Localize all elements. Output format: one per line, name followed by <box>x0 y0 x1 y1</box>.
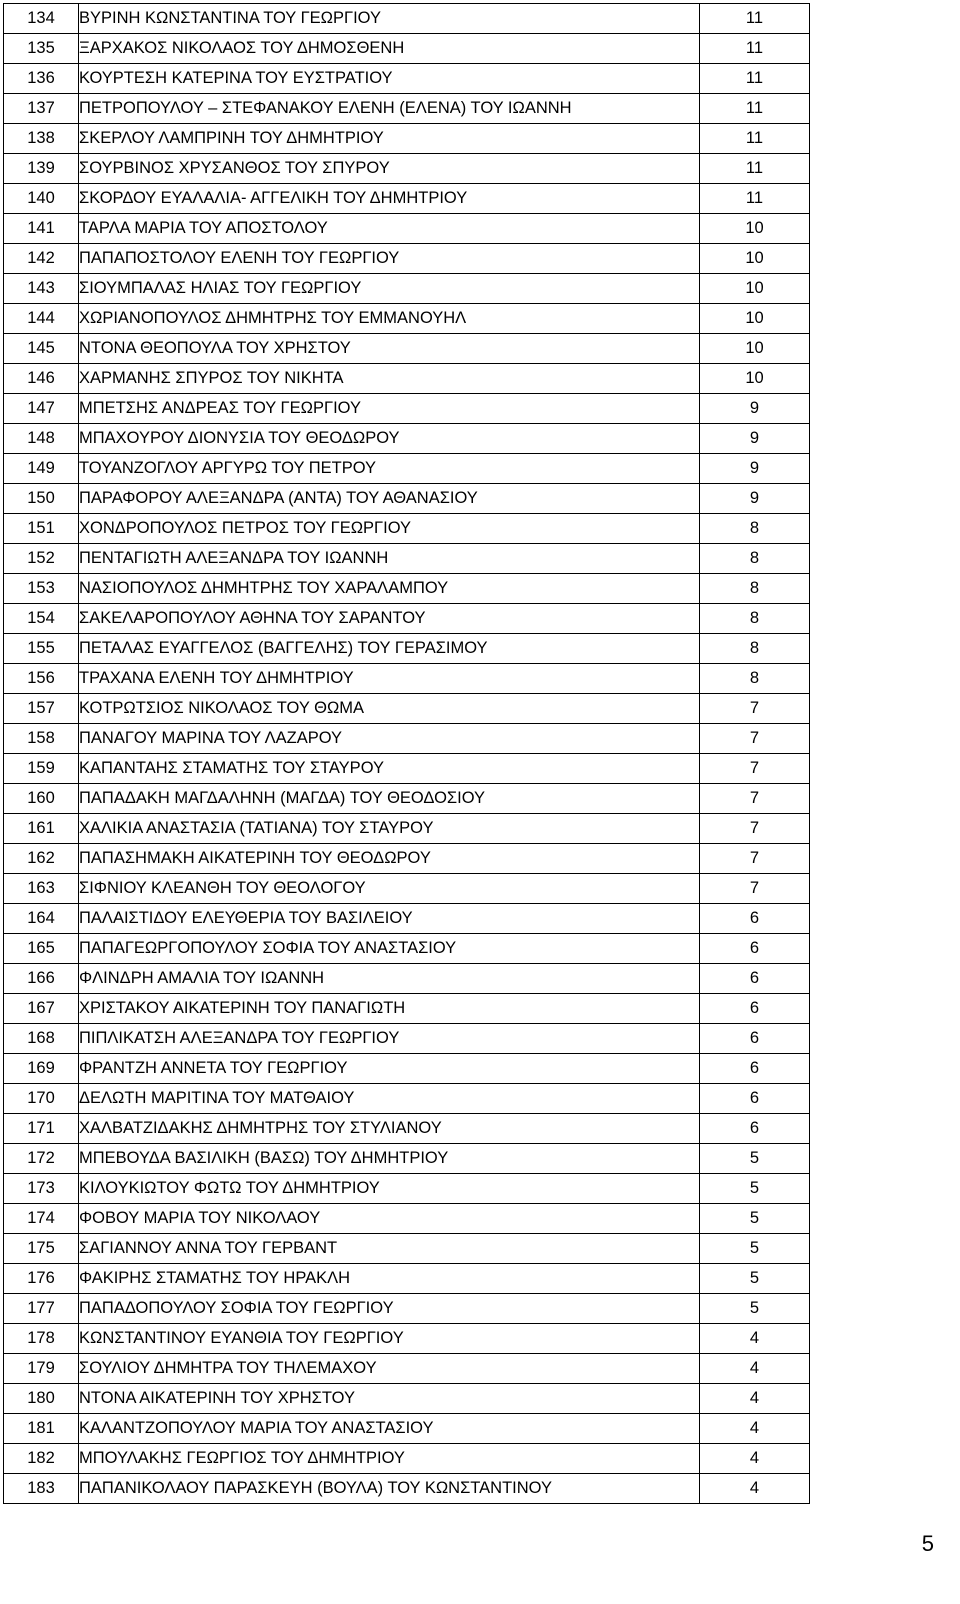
table-row <box>4 364 810 394</box>
row-name: ΠΑΠΑΔΟΠΟΥΛΟΥ ΣΟΦΙΑ ΤΟΥ ΓΕΩΡΓΙΟΥ <box>79 1294 700 1324</box>
row-name: ΣΚΟΡΔΟΥ ΕΥΑΛΑΛΙΑ- ΑΓΓΕΛΙΚΗ ΤΟΥ ΔΗΜΗΤΡΙΟΥ <box>79 184 700 214</box>
table-row <box>4 34 810 64</box>
row-name: ΧΩΡΙΑΝΟΠΟΥΛΟΣ ΔΗΜΗΤΡΗΣ ΤΟΥ ΕΜΜΑΝΟΥΗΛ <box>79 304 700 334</box>
table-row <box>4 154 810 184</box>
row-name: ΤΟΥΑΝΖΟΓΛΟΥ ΑΡΓΥΡΩ ΤΟΥ ΠΕΤΡΟΥ <box>79 454 700 484</box>
table-row <box>4 754 810 784</box>
row-name: ΠΑΛΑΙΣΤΙΔΟΥ ΕΛΕΥΘΕΡΙΑ ΤΟΥ ΒΑΣΙΛΕΙΟΥ <box>79 904 700 934</box>
row-name: ΣΑΚΕΛΑΡΟΠΟΥΛΟΥ ΑΘΗΝΑ ΤΟΥ ΣΑΡΑΝΤΟΥ <box>79 604 700 634</box>
row-score: 10 <box>700 334 810 364</box>
row-number: 180 <box>4 1384 79 1414</box>
row-number: 154 <box>4 604 79 634</box>
row-number: 182 <box>4 1444 79 1474</box>
row-score: 11 <box>700 94 810 124</box>
row-score: 11 <box>700 4 810 34</box>
row-number: 174 <box>4 1204 79 1234</box>
table-row <box>4 1114 810 1144</box>
row-name: ΧΡΙΣΤΑΚΟΥ ΑΙΚΑΤΕΡΙΝΗ ΤΟΥ ΠΑΝΑΓΙΩΤΗ <box>79 994 700 1024</box>
row-name: ΒΥΡΙΝΗ ΚΩΝΣΤΑΝΤΙΝΑ ΤΟΥ ΓΕΩΡΓΙΟΥ <box>79 4 700 34</box>
row-name: ΠΙΠΛΙΚΑΤΣΗ ΑΛΕΞΑΝΔΡΑ ΤΟΥ ΓΕΩΡΓΙΟΥ <box>79 1024 700 1054</box>
row-number: 179 <box>4 1354 79 1384</box>
row-score: 9 <box>700 424 810 454</box>
row-score: 8 <box>700 634 810 664</box>
row-number: 153 <box>4 574 79 604</box>
row-number: 136 <box>4 64 79 94</box>
table-row <box>4 1054 810 1084</box>
row-number: 161 <box>4 814 79 844</box>
table-row <box>4 304 810 334</box>
row-score: 8 <box>700 604 810 634</box>
row-score: 4 <box>700 1414 810 1444</box>
row-number: 145 <box>4 334 79 364</box>
row-score: 8 <box>700 514 810 544</box>
table-row <box>4 724 810 754</box>
table-row <box>4 1324 810 1354</box>
results-table <box>3 3 810 1504</box>
row-name: ΠΕΤΑΛΑΣ ΕΥΑΓΓΕΛΟΣ (ΒΑΓΓΕΛΗΣ) ΤΟΥ ΓΕΡΑΣΙΜΟΥ <box>79 634 700 664</box>
row-score: 8 <box>700 664 810 694</box>
table-row <box>4 994 810 1024</box>
table-row <box>4 964 810 994</box>
table-row <box>4 904 810 934</box>
table-row <box>4 424 810 454</box>
table-row <box>4 574 810 604</box>
row-score: 7 <box>700 784 810 814</box>
row-name: ΠΑΝΑΓΟΥ ΜΑΡΙΝΑ ΤΟΥ ΛΑΖΑΡΟΥ <box>79 724 700 754</box>
row-score: 8 <box>700 544 810 574</box>
row-number: 157 <box>4 694 79 724</box>
row-name: ΤΑΡΛΑ ΜΑΡΙΑ ΤΟΥ ΑΠΟΣΤΟΛΟΥ <box>79 214 700 244</box>
row-number: 160 <box>4 784 79 814</box>
row-number: 158 <box>4 724 79 754</box>
table-row <box>4 784 810 814</box>
row-score: 5 <box>700 1264 810 1294</box>
table-row <box>4 184 810 214</box>
row-score: 10 <box>700 364 810 394</box>
row-score: 7 <box>700 874 810 904</box>
table-row <box>4 1294 810 1324</box>
row-score: 11 <box>700 154 810 184</box>
table-row <box>4 664 810 694</box>
row-score: 5 <box>700 1204 810 1234</box>
row-number: 156 <box>4 664 79 694</box>
row-score: 4 <box>700 1354 810 1384</box>
row-number: 177 <box>4 1294 79 1324</box>
row-number: 168 <box>4 1024 79 1054</box>
row-name: ΠΑΠΑΔΑΚΗ ΜΑΓΔΑΛΗΝΗ (ΜΑΓΔΑ) ΤΟΥ ΘΕΟΔΟΣΙΟΥ <box>79 784 700 814</box>
row-name: ΣΙΟΥΜΠΑΛΑΣ ΗΛΙΑΣ ΤΟΥ ΓΕΩΡΓΙΟΥ <box>79 274 700 304</box>
row-number: 175 <box>4 1234 79 1264</box>
table-row <box>4 1384 810 1414</box>
table-row <box>4 1204 810 1234</box>
row-name: ΤΡΑΧΑΝΑ ΕΛΕΝΗ ΤΟΥ ΔΗΜΗΤΡΙΟΥ <box>79 664 700 694</box>
row-number: 146 <box>4 364 79 394</box>
row-number: 167 <box>4 994 79 1024</box>
row-name: ΚΑΠΑΝΤΑΗΣ ΣΤΑΜΑΤΗΣ ΤΟΥ ΣΤΑΥΡΟΥ <box>79 754 700 784</box>
row-name: ΞΑΡΧΑΚΟΣ ΝΙΚΟΛΑΟΣ ΤΟΥ ΔΗΜΟΣΘΕΝΗ <box>79 34 700 64</box>
row-score: 11 <box>700 124 810 154</box>
row-name: ΣΑΓΙΑΝΝΟΥ ΑΝΝΑ ΤΟΥ ΓΕΡΒΑΝΤ <box>79 1234 700 1264</box>
row-name: ΠΑΠΑΓΕΩΡΓΟΠΟΥΛΟΥ ΣΟΦΙΑ ΤΟΥ ΑΝΑΣΤΑΣΙΟΥ <box>79 934 700 964</box>
table-row <box>4 844 810 874</box>
row-number: 178 <box>4 1324 79 1354</box>
row-score: 7 <box>700 754 810 784</box>
row-name: ΝΑΣΙΟΠΟΥΛΟΣ ΔΗΜΗΤΡΗΣ ΤΟΥ ΧΑΡΑΛΑΜΠΟΥ <box>79 574 700 604</box>
row-score: 9 <box>700 484 810 514</box>
row-score: 5 <box>700 1144 810 1174</box>
row-number: 148 <box>4 424 79 454</box>
table-row <box>4 334 810 364</box>
row-name: ΧΑΛΙΚΙΑ ΑΝΑΣΤΑΣΙΑ (ΤΑΤΙΑΝΑ) ΤΟΥ ΣΤΑΥΡΟΥ <box>79 814 700 844</box>
table-row <box>4 1414 810 1444</box>
row-score: 9 <box>700 454 810 484</box>
row-name: ΠΑΡΑΦΟΡΟΥ ΑΛΕΞΑΝΔΡΑ (ΑΝΤΑ) ΤΟΥ ΑΘΑΝΑΣΙΟΥ <box>79 484 700 514</box>
row-number: 181 <box>4 1414 79 1444</box>
table-row <box>4 874 810 904</box>
row-name: ΧΟΝΔΡΟΠΟΥΛΟΣ ΠΕΤΡΟΣ ΤΟΥ ΓΕΩΡΓΙΟΥ <box>79 514 700 544</box>
row-number: 170 <box>4 1084 79 1114</box>
row-number: 169 <box>4 1054 79 1084</box>
table-row <box>4 1444 810 1474</box>
table-row <box>4 544 810 574</box>
row-name: ΚΟΥΡΤΕΣΗ ΚΑΤΕΡΙΝΑ ΤΟΥ ΕΥΣΤΡΑΤΙΟΥ <box>79 64 700 94</box>
row-name: ΣΟΥΛΙΟΥ ΔΗΜΗΤΡΑ ΤΟΥ ΤΗΛΕΜΑΧΟΥ <box>79 1354 700 1384</box>
row-score: 5 <box>700 1294 810 1324</box>
table-row <box>4 1144 810 1174</box>
row-name: ΜΠΟΥΛΑΚΗΣ ΓΕΩΡΓΙΟΣ ΤΟΥ ΔΗΜΗΤΡΙΟΥ <box>79 1444 700 1474</box>
row-number: 141 <box>4 214 79 244</box>
row-score: 4 <box>700 1444 810 1474</box>
row-name: ΦΟΒΟΥ ΜΑΡΙΑ ΤΟΥ ΝΙΚΟΛΑΟΥ <box>79 1204 700 1234</box>
row-score: 11 <box>700 64 810 94</box>
row-name: ΠΕΤΡΟΠΟΥΛΟΥ – ΣΤΕΦΑΝΑΚΟΥ ΕΛΕΝΗ (ΕΛΕΝΑ) ΤΟΥ ΙΩΑΝΝΗ <box>79 94 700 124</box>
row-number: 134 <box>4 4 79 34</box>
row-number: 166 <box>4 964 79 994</box>
row-name: ΔΕΛΩΤΗ ΜΑΡΙΤΙΝΑ ΤΟΥ ΜΑΤΘΑΙΟΥ <box>79 1084 700 1114</box>
row-name: ΣΚΕΡΛΟΥ ΛΑΜΠΡΙΝΗ ΤΟΥ ΔΗΜΗΤΡΙΟΥ <box>79 124 700 154</box>
table-row <box>4 454 810 484</box>
table-row <box>4 1234 810 1264</box>
row-number: 162 <box>4 844 79 874</box>
row-score: 10 <box>700 244 810 274</box>
row-score: 7 <box>700 814 810 844</box>
row-score: 6 <box>700 1114 810 1144</box>
row-score: 6 <box>700 964 810 994</box>
row-score: 7 <box>700 694 810 724</box>
row-score: 10 <box>700 214 810 244</box>
row-name: ΝΤΟΝΑ ΑΙΚΑΤΕΡΙΝΗ ΤΟΥ ΧΡΗΣΤΟΥ <box>79 1384 700 1414</box>
row-name: ΣΙΦΝΙΟΥ ΚΛΕΑΝΘΗ ΤΟΥ ΘΕΟΛΟΓΟΥ <box>79 874 700 904</box>
table-row <box>4 244 810 274</box>
row-name: ΦΑΚΙΡΗΣ ΣΤΑΜΑΤΗΣ ΤΟΥ ΗΡΑΚΛΗ <box>79 1264 700 1294</box>
row-name: ΧΑΛΒΑΤΖΙΔΑΚΗΣ ΔΗΜΗΤΡΗΣ ΤΟΥ ΣΤΥΛΙΑΝΟΥ <box>79 1114 700 1144</box>
row-name: ΚΑΛΑΝΤΖΟΠΟΥΛΟΥ ΜΑΡΙΑ ΤΟΥ ΑΝΑΣΤΑΣΙΟΥ <box>79 1414 700 1444</box>
row-score: 6 <box>700 994 810 1024</box>
row-name: ΠΑΠΑΝΙΚΟΛΑΟΥ ΠΑΡΑΣΚΕΥΗ (ΒΟΥΛΑ) ΤΟΥ ΚΩΝΣΤΑΝΤΙΝΟΥ <box>79 1474 700 1504</box>
table-row <box>4 1174 810 1204</box>
row-number: 143 <box>4 274 79 304</box>
row-number: 172 <box>4 1144 79 1174</box>
results-table-body <box>4 4 810 1504</box>
table-row <box>4 214 810 244</box>
table-row <box>4 274 810 304</box>
row-name: ΜΠΑΧΟΥΡΟΥ ΔΙΟΝΥΣΙΑ ΤΟΥ ΘΕΟΔΩΡΟΥ <box>79 424 700 454</box>
row-score: 5 <box>700 1174 810 1204</box>
row-score: 8 <box>700 574 810 604</box>
table-row <box>4 94 810 124</box>
table-row <box>4 1474 810 1504</box>
row-name: ΠΕΝΤΑΓΙΩΤΗ ΑΛΕΞΑΝΔΡΑ ΤΟΥ ΙΩΑΝΝΗ <box>79 544 700 574</box>
row-name: ΦΡΑΝΤΖΗ ΑΝΝΕΤΑ ΤΟΥ ΓΕΩΡΓΙΟΥ <box>79 1054 700 1084</box>
row-number: 152 <box>4 544 79 574</box>
table-row <box>4 694 810 724</box>
row-score: 6 <box>700 1054 810 1084</box>
table-row <box>4 394 810 424</box>
table-row <box>4 934 810 964</box>
row-number: 163 <box>4 874 79 904</box>
row-name: ΝΤΟΝΑ ΘΕΟΠΟΥΛΑ ΤΟΥ ΧΡΗΣΤΟΥ <box>79 334 700 364</box>
row-number: 138 <box>4 124 79 154</box>
row-name: ΚΩΝΣΤΑΝΤΙΝΟΥ ΕΥΑΝΘΙΑ ΤΟΥ ΓΕΩΡΓΙΟΥ <box>79 1324 700 1354</box>
row-name: ΠΑΠΑΣΗΜΑΚΗ ΑΙΚΑΤΕΡΙΝΗ ΤΟΥ ΘΕΟΔΩΡΟΥ <box>79 844 700 874</box>
row-name: ΚΟΤΡΩΤΣΙΟΣ ΝΙΚΟΛΑΟΣ ΤΟΥ ΘΩΜΑ <box>79 694 700 724</box>
row-score: 6 <box>700 1084 810 1114</box>
row-score: 6 <box>700 1024 810 1054</box>
row-number: 139 <box>4 154 79 184</box>
row-number: 149 <box>4 454 79 484</box>
row-number: 150 <box>4 484 79 514</box>
row-number: 144 <box>4 304 79 334</box>
row-number: 171 <box>4 1114 79 1144</box>
row-name: ΧΑΡΜΑΝΗΣ ΣΠΥΡΟΣ ΤΟΥ ΝΙΚΗΤΑ <box>79 364 700 394</box>
row-score: 11 <box>700 184 810 214</box>
page-number: 5 <box>921 1531 934 1556</box>
table-row <box>4 1264 810 1294</box>
row-score: 10 <box>700 304 810 334</box>
table-row <box>4 1354 810 1384</box>
row-number: 137 <box>4 94 79 124</box>
row-number: 164 <box>4 904 79 934</box>
row-number: 173 <box>4 1174 79 1204</box>
table-row <box>4 814 810 844</box>
row-number: 159 <box>4 754 79 784</box>
row-number: 147 <box>4 394 79 424</box>
table-row <box>4 514 810 544</box>
row-score: 7 <box>700 724 810 754</box>
row-score: 5 <box>700 1234 810 1264</box>
row-score: 4 <box>700 1474 810 1504</box>
row-name: ΦΛΙΝΔΡΗ ΑΜΑΛΙΑ ΤΟΥ ΙΩΑΝΝΗ <box>79 964 700 994</box>
table-row <box>4 4 810 34</box>
row-name: ΜΠΕΒΟΥΔΑ ΒΑΣΙΛΙΚΗ (ΒΑΣΩ) ΤΟΥ ΔΗΜΗΤΡΙΟΥ <box>79 1144 700 1174</box>
row-score: 7 <box>700 844 810 874</box>
row-score: 11 <box>700 34 810 64</box>
row-name: ΠΑΠΑΠΟΣΤΟΛΟΥ ΕΛΕΝΗ ΤΟΥ ΓΕΩΡΓΙΟΥ <box>79 244 700 274</box>
row-number: 183 <box>4 1474 79 1504</box>
table-row <box>4 604 810 634</box>
row-number: 140 <box>4 184 79 214</box>
row-score: 6 <box>700 934 810 964</box>
row-name: ΚΙΛΟΥΚΙΩΤΟΥ ΦΩΤΩ ΤΟΥ ΔΗΜΗΤΡΙΟΥ <box>79 1174 700 1204</box>
row-number: 176 <box>4 1264 79 1294</box>
row-score: 10 <box>700 274 810 304</box>
table-row <box>4 64 810 94</box>
row-number: 135 <box>4 34 79 64</box>
row-number: 155 <box>4 634 79 664</box>
table-row <box>4 1084 810 1114</box>
row-score: 4 <box>700 1384 810 1414</box>
row-score: 4 <box>700 1324 810 1354</box>
row-name: ΣΟΥΡΒΙΝΟΣ ΧΡΥΣΑΝΘΟΣ ΤΟΥ ΣΠΥΡΟΥ <box>79 154 700 184</box>
row-number: 165 <box>4 934 79 964</box>
table-row <box>4 484 810 514</box>
row-score: 9 <box>700 394 810 424</box>
table-row <box>4 1024 810 1054</box>
row-number: 142 <box>4 244 79 274</box>
table-row <box>4 124 810 154</box>
table-row <box>4 634 810 664</box>
row-number: 151 <box>4 514 79 544</box>
row-name: ΜΠΕΤΣΗΣ ΑΝΔΡΕΑΣ ΤΟΥ ΓΕΩΡΓΙΟΥ <box>79 394 700 424</box>
row-score: 6 <box>700 904 810 934</box>
